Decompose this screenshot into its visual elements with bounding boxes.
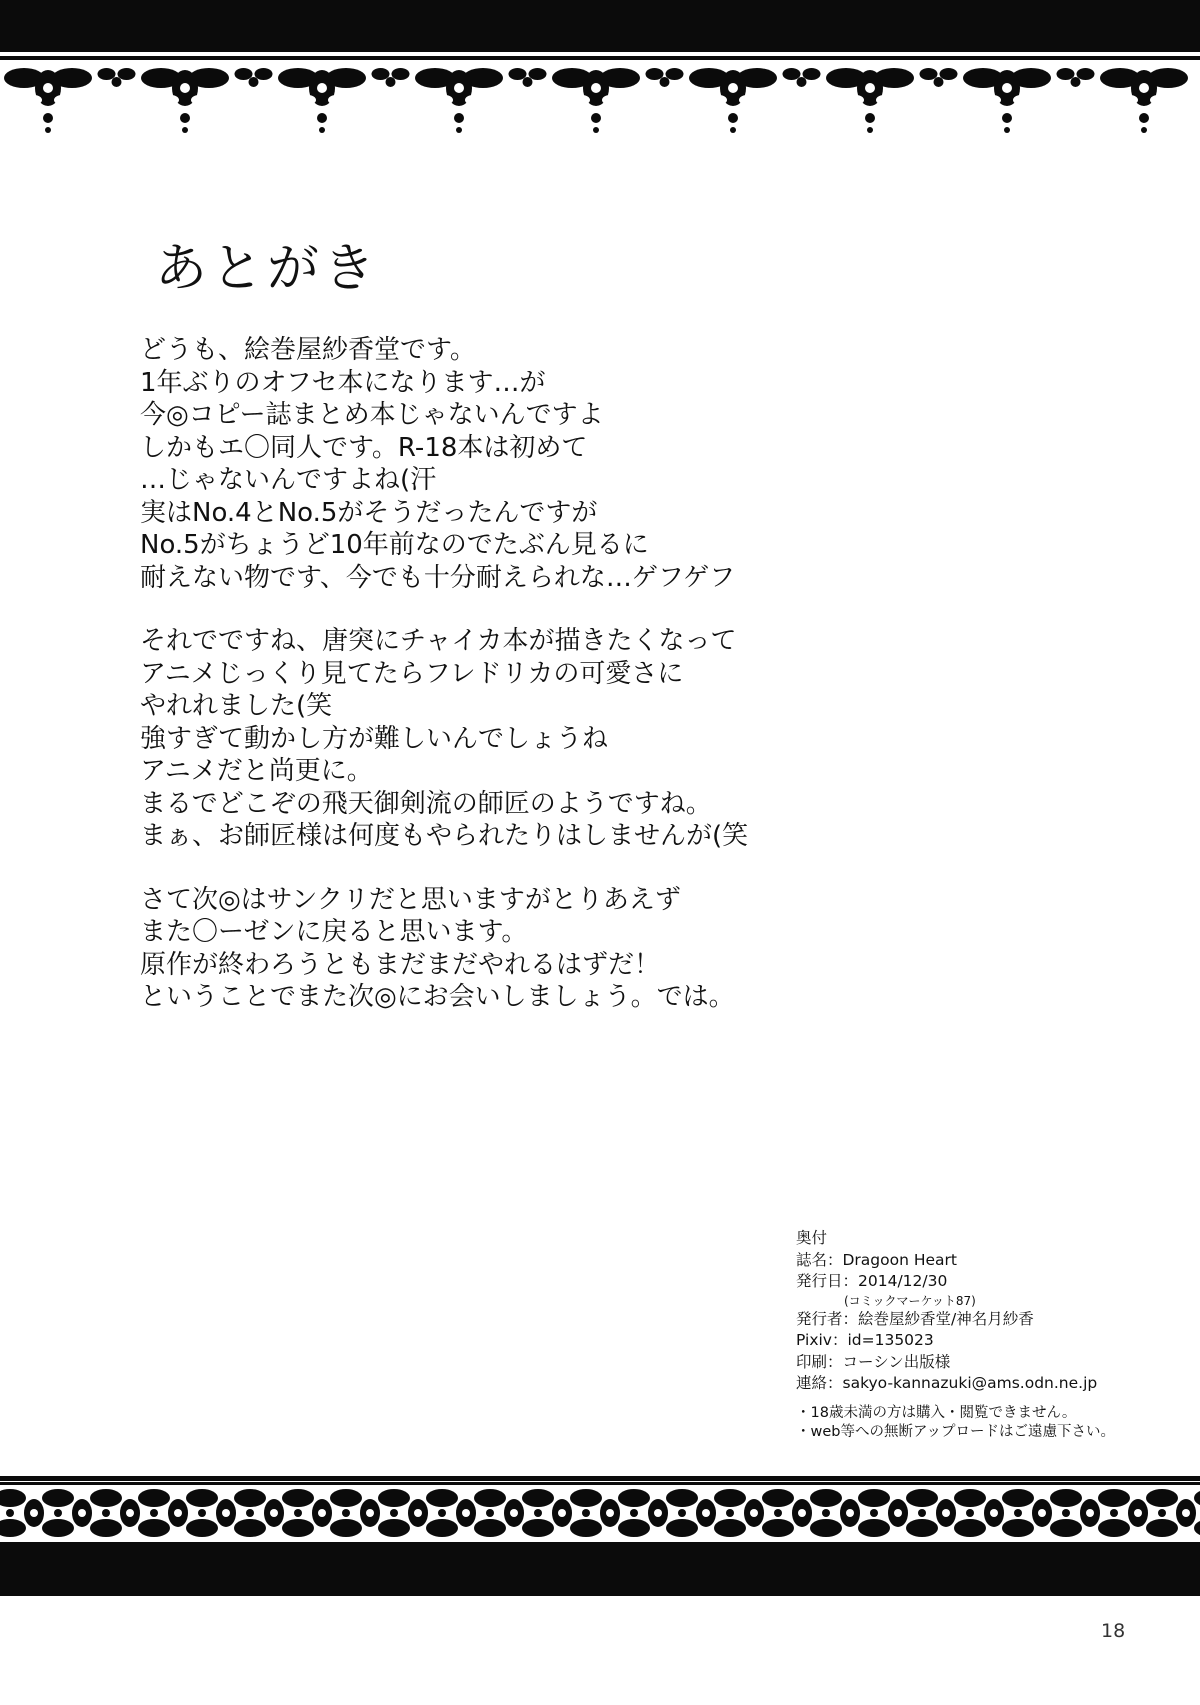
text-line: No.5がちょうど10年前なのでたぶん見るに	[140, 530, 649, 560]
lace-motif	[415, 68, 547, 133]
lace-motif	[858, 1489, 908, 1537]
bottom-border-bar	[0, 1550, 1200, 1596]
lace-motif	[141, 68, 273, 133]
lace-motif	[426, 1489, 476, 1537]
lace-motif	[0, 1489, 44, 1537]
lace-motif	[186, 1489, 236, 1537]
lace-motif	[666, 1489, 716, 1537]
lace-motif	[1050, 1489, 1100, 1537]
text-line: 今◎コピー誌まとめ本じゃないんですよ	[140, 400, 604, 430]
paragraph-1	[140, 334, 960, 594]
lace-motif	[954, 1489, 1004, 1537]
lace-motif	[826, 68, 958, 133]
text-line: 実はNo.4とNo.5がそうだったんですが	[140, 497, 598, 528]
paragraph-3	[140, 884, 960, 1014]
colophon-printer: 印刷：コーシン出版様	[796, 1352, 951, 1371]
colophon-event: (コミックマーケット87)	[844, 1293, 976, 1308]
paragraph-2	[140, 625, 960, 853]
text-line: アニメじっくり見てたらフレドリカの可愛さに	[140, 658, 684, 689]
colophon-publisher: 発行者：絵巻屋紗香堂/神名月紗香	[796, 1309, 1034, 1328]
afterword-body	[140, 334, 960, 1045]
notice-upload: ・web等への無断アップロードはご遠慮下さい。	[796, 1424, 1115, 1440]
notice-list	[796, 1404, 1176, 1442]
colophon-heading: 奥付	[796, 1229, 828, 1247]
page-title: あとがき	[155, 239, 380, 299]
text-line: それでですね、唐突にチャイカ本が描きたくなって	[140, 626, 737, 656]
lace-motif	[278, 68, 410, 133]
lace-motif	[1098, 1489, 1148, 1537]
text-line: さて次◎はサンクリだと思いますがとりあえず	[140, 884, 681, 915]
colophon-date: 発行日：2014/12/30	[796, 1272, 948, 1290]
lace-motif	[522, 1489, 572, 1537]
lace-motif	[138, 1489, 188, 1537]
lace-motif	[906, 1489, 956, 1537]
lace-motif	[1146, 1489, 1196, 1537]
text-line: アニメだと尚更に。	[140, 756, 373, 786]
lace-motif	[4, 68, 136, 133]
lace-motif	[810, 1489, 860, 1537]
lace-motif	[234, 1489, 284, 1537]
lace-motif	[762, 1489, 812, 1537]
top-lace-ornament	[0, 60, 1200, 142]
lace-motif	[618, 1489, 668, 1537]
text-line: しかもエ〇同人です。R-18本は初めて	[140, 432, 588, 463]
text-line: …じゃないんですよね(汗	[140, 465, 437, 495]
lace-motif	[552, 68, 684, 133]
lace-motif	[282, 1489, 332, 1537]
text-line: 耐えない物です、今でも十分耐えられな…ゲフゲフ	[140, 562, 736, 593]
lace-motif	[330, 1489, 380, 1537]
text-line: どうも、絵巻屋紗香堂です。	[140, 335, 476, 365]
lace-motif	[963, 68, 1095, 133]
notice-age: ・18歳未満の方は購入・閲覧できません。	[796, 1405, 1077, 1421]
colophon-contact: 連絡：sakyo-kannazuki@ams.odn.ne.jp	[796, 1374, 1098, 1392]
page-number: 18	[1101, 1620, 1126, 1642]
colophon	[796, 1228, 1156, 1395]
top-border-bar	[0, 0, 1200, 52]
lace-motif	[1002, 1489, 1052, 1537]
lace-motif	[474, 1489, 524, 1537]
text-line: ということでまた次◎にお会いしましょう。では。	[140, 982, 735, 1012]
text-line: 強すぎて動かし方が難しいんでしょうね	[140, 723, 609, 754]
text-line: まるでどこぞの飛天御剣流の師匠のようですね。	[140, 788, 712, 819]
colophon-pixiv: Pixiv：id=135023	[796, 1331, 934, 1349]
lace-motif	[689, 68, 821, 133]
lace-motif	[570, 1489, 620, 1537]
lace-motif	[90, 1489, 140, 1537]
text-line: 原作が終わろうともまだまだやれるはずだ！	[140, 949, 661, 980]
text-line: 1年ぶりのオフセ本になります…が	[140, 367, 546, 398]
lace-motif	[42, 1489, 92, 1537]
lace-motif	[1100, 68, 1188, 133]
lace-motif	[714, 1489, 764, 1537]
bottom-lace-ornament	[0, 1476, 1200, 1550]
lace-motif	[378, 1489, 428, 1537]
text-line: まぁ、お師匠様は何度もやられたりはしませんが(笑	[140, 821, 749, 851]
text-line: やれれました(笑	[140, 691, 333, 721]
text-line: また〇ーゼンに戻ると思います。	[140, 917, 528, 947]
colophon-title: 誌名：Dragoon Heart	[796, 1250, 958, 1269]
